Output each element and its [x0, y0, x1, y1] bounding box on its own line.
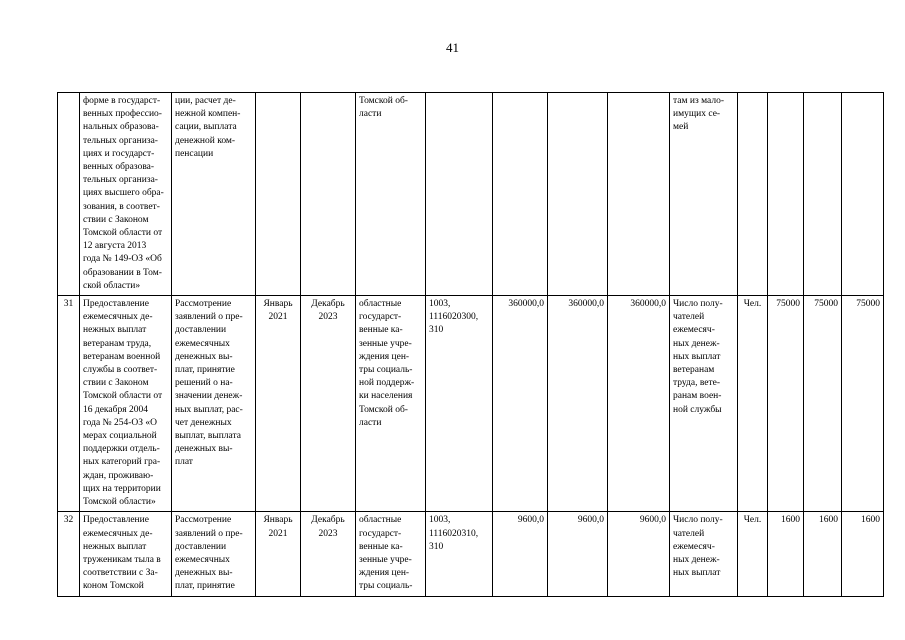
start-date [256, 93, 301, 296]
event-name: Предоставление ежемесячных де- нежных выплат ветеранам труда, ветеранам военной службы в соответ- ствии с Законом Томской области от 16 декабря 2004 года № 254-ОЗ «О мерах социальной поддержки отдель- ных категорий гра- ждан, проживаю- щих на территории Томской области» [80, 296, 172, 512]
indicator-2021 [768, 93, 804, 296]
start-date: Январь 2021 [256, 512, 301, 596]
event-name: форме в государст- венных профессио- нальных образова- тельных организа- циях и государст- венных образова- тельных организа- циях высшего обра- зования, в соответ- ствии с Законом Томской области от 12 августа 2013 года № 149-ОЗ «Об образовании в Том- ской области» [80, 93, 172, 296]
measures: Рассмотрение заявлений о пре- доставлении ежемесячных денежных вы- плат, принятие [172, 512, 256, 596]
funding-2023: 9600,0 [608, 512, 670, 596]
page-number: 41 [446, 40, 459, 55]
end-date: Декабрь 2023 [301, 296, 356, 512]
program-table [57, 92, 884, 597]
table-row [58, 93, 884, 296]
budget-code: 1003, 1116020310, 310 [426, 512, 493, 596]
budget-code [426, 93, 493, 296]
start-date: Январь 2021 [256, 296, 301, 512]
funding-2021: 360000,0 [493, 296, 548, 512]
indicator-2023 [842, 93, 884, 296]
table-row [58, 296, 884, 512]
funding-2022: 360000,0 [548, 296, 608, 512]
row-number: 31 [58, 296, 80, 512]
indicator: там из мало- имущих се- мей [670, 93, 738, 296]
funding-2021: 9600,0 [493, 512, 548, 596]
indicator-2021: 1600 [768, 512, 804, 596]
unit [738, 93, 768, 296]
indicator: Число полу- чателей ежемесяч- ных денеж- ных выплат [670, 512, 738, 596]
indicator-2021: 75000 [768, 296, 804, 512]
funding-2022 [548, 93, 608, 296]
indicator-2023: 75000 [842, 296, 884, 512]
end-date: Декабрь 2023 [301, 512, 356, 596]
indicator-2022 [804, 93, 842, 296]
indicator-2022: 75000 [804, 296, 842, 512]
executor: Томской об- ласти [356, 93, 426, 296]
event-name: Предоставление ежемесячных де- нежных выплат труженикам тыла в соответствии с За- коном Томской [80, 512, 172, 596]
executor: областные государст- венные ка- зенные учре- ждения цен- тры социаль- ной поддерж- ки населения Томской об- ласти [356, 296, 426, 512]
funding-2023 [608, 93, 670, 296]
indicator-2023: 1600 [842, 512, 884, 596]
unit: Чел. [738, 512, 768, 596]
indicator-2022: 1600 [804, 512, 842, 596]
funding-2021 [493, 93, 548, 296]
executor: областные государст- венные ка- зенные учре- ждения цен- тры социаль- [356, 512, 426, 596]
budget-code: 1003, 1116020300, 310 [426, 296, 493, 512]
funding-2023: 360000,0 [608, 296, 670, 512]
measures: Рассмотрение заявлений о пре- доставлении ежемесячных денежных вы- плат, принятие решений о на- значении денеж- ных выплат, рас- чет денежных выплат, выплата денежных вы- плат [172, 296, 256, 512]
measures: ции, расчет де- нежной компен- сации, выплата денежной ком- пенсации [172, 93, 256, 296]
table-row [58, 512, 884, 596]
indicator: Число полу- чателей ежемесяч- ных денеж- ных выплат ветеранам труда, вете- ранам воен- ной службы [670, 296, 738, 512]
unit: Чел. [738, 296, 768, 512]
row-number: 32 [58, 512, 80, 596]
row-number [58, 93, 80, 296]
end-date [301, 93, 356, 296]
funding-2022: 9600,0 [548, 512, 608, 596]
